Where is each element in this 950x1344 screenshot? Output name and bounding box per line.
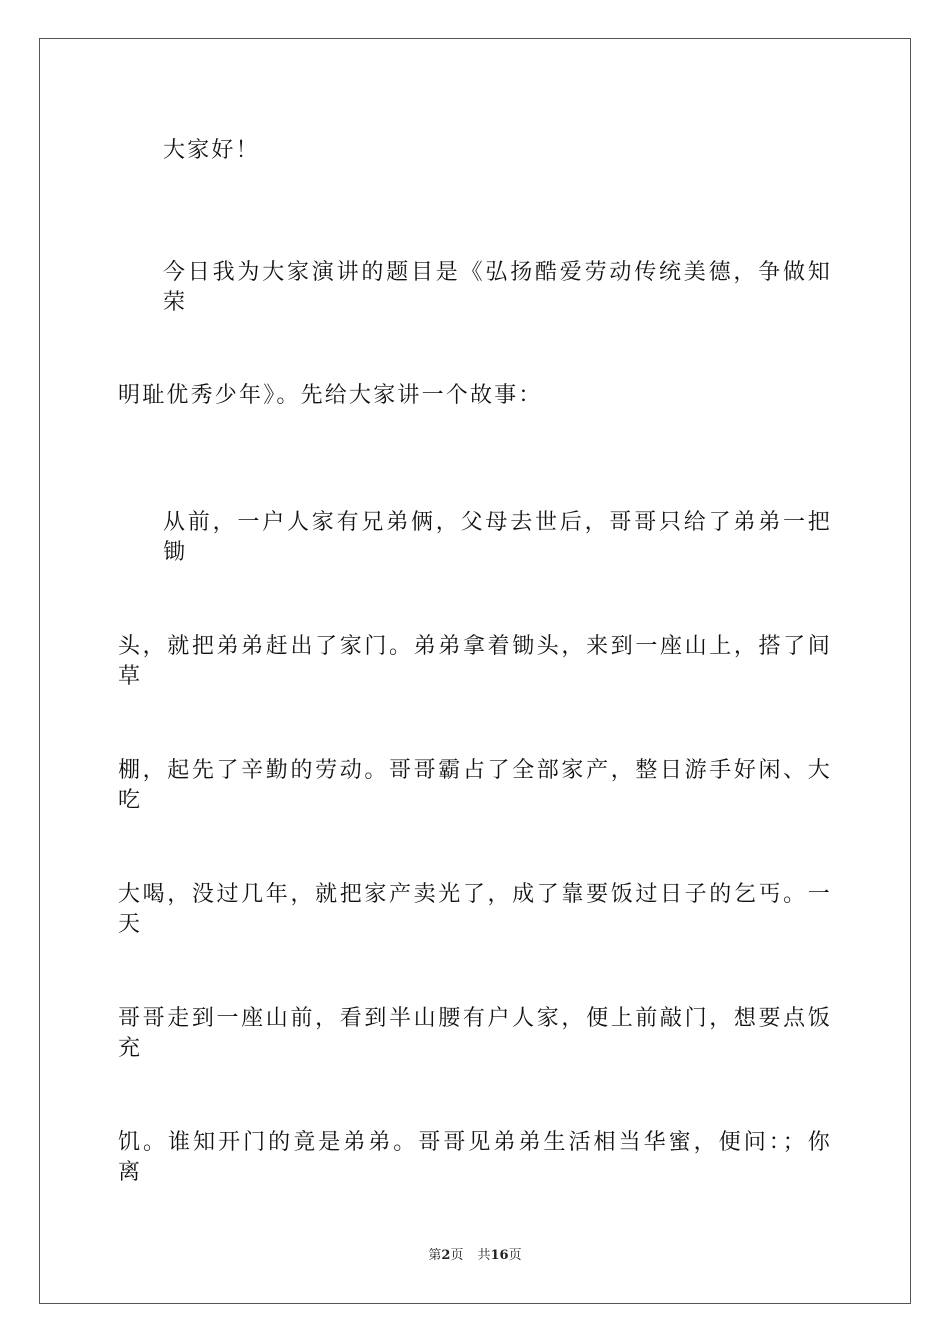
paragraph-line-4: 头，就把弟弟赶出了家门。弟弟拿着锄头，来到一座山上，搭了间草 — [118, 634, 832, 689]
greeting-line: 大家好！ — [163, 138, 260, 163]
total-suffix: 页 — [508, 1248, 522, 1263]
paragraph-line-2: 明耻优秀少年》。先给大家讲一个故事： — [118, 383, 543, 408]
paragraph-line-8: 饥。谁知开门的竟是弟弟。哥哥见弟弟生活相当华蜜，便问：；你离 — [118, 1130, 832, 1185]
page-number: 2 — [441, 1248, 451, 1263]
paragraph-line-3: 从前，一户人家有兄弟俩，父母去世后，哥哥只给了弟弟一把锄 — [163, 510, 832, 565]
paragraph-line-5: 棚，起先了辛勤的劳动。哥哥霸占了全部家产，整日游手好闲、大吃 — [118, 758, 832, 813]
paragraph-line-7: 哥哥走到一座山前，看到半山腰有户人家，便上前敲门，想要点饭充 — [118, 1006, 832, 1061]
page-footer — [0, 1246, 950, 1266]
paragraph-line-1: 今日我为大家演讲的题目是《弘扬酷爱劳动传统美德，争做知荣 — [163, 260, 832, 315]
page-prefix: 第 — [428, 1248, 442, 1263]
total-pages: 16 — [490, 1248, 509, 1263]
page-suffix: 页 — [450, 1248, 464, 1263]
total-prefix: 共 — [477, 1248, 491, 1263]
paragraph-line-6: 大喝，没过几年，就把家产卖光了，成了靠要饭过日子的乞丐。一天 — [118, 882, 832, 937]
